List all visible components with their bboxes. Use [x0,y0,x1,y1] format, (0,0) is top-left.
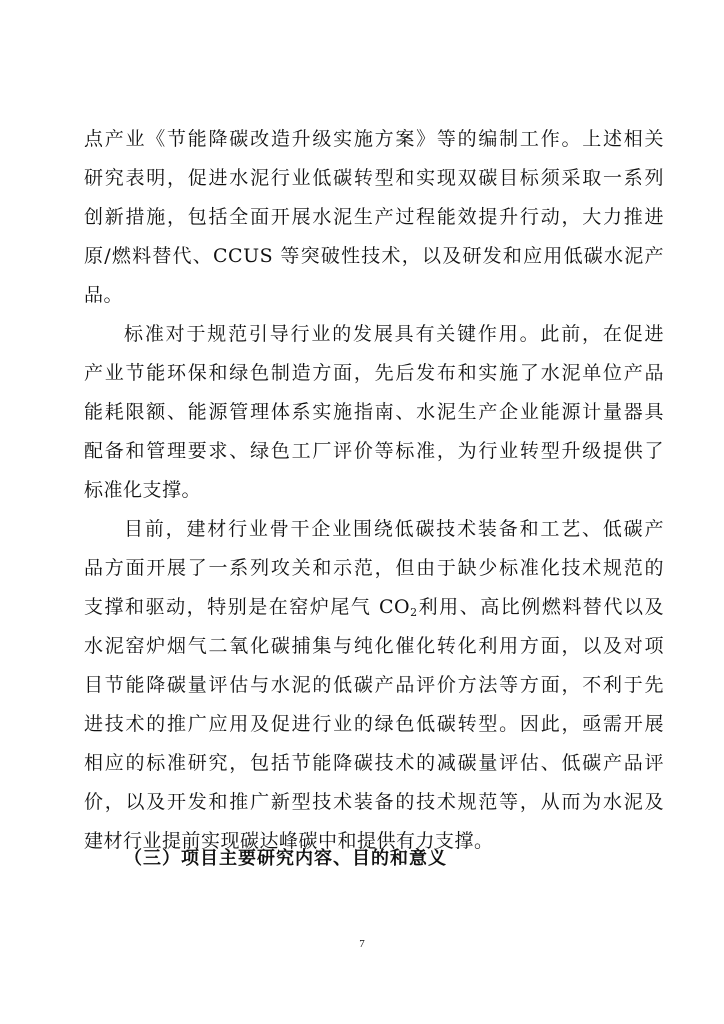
subscript-2: 2 [410,606,418,619]
paragraph-line: 品。 [84,284,124,306]
paragraph-line: 水泥窑炉烟气二氧化碳捕集与纯化催化转化利用方面，以及对项 [84,635,664,657]
line-segment: 利用、高比例燃料替代以及 [417,596,664,618]
line-segment: 支撑和驱动，特别是在窑炉尾气 CO [84,596,411,618]
paragraph-line: 标准化支撑。 [84,479,202,501]
paragraph-line: 建材行业提前实现碳达峰碳中和提供有力支撑。 [84,830,494,852]
paragraph-line: 相应的标准研究，包括节能降碳技术的减碳量评估、低碳产品评 [84,752,664,774]
page-number: 7 [359,938,365,950]
paragraph-line: 目前，建材行业骨干企业围绕低碳技术装备和工艺、低碳产 [124,518,664,540]
paragraph-line: 目节能降碳量评估与水泥的低碳产品评价方法等方面，不利于先 [84,674,664,696]
paragraph-line: 品方面开展了一系列攻关和示范，但由于缺少标准化技术规范的 [84,557,664,579]
paragraph-line-with-subscript [84,595,664,619]
paragraph-line: 价，以及开发和推广新型技术装备的技术规范等，从而为水泥及 [84,791,664,813]
paragraph-line: 研究表明，促进水泥行业低碳转型和实现双碳目标须采取一系列 [84,167,664,189]
paragraph-line: 创新措施，包括全面开展水泥生产过程能效提升行动，大力推进 [84,206,664,228]
section-heading: （三）项目主要研究内容、目的和意义 [124,848,447,869]
paragraph-line: 配备和管理要求、绿色工厂评价等标准，为行业转型升级提供了 [84,440,664,462]
paragraph-line: 原/燃料替代、CCUS 等突破性技术，以及研发和应用低碳水泥产 [84,245,664,267]
paragraph-line: 点产业《节能降碳改造升级实施方案》等的编制工作。上述相关 [84,128,664,150]
paragraph-line: 进技术的推广应用及促进行业的绿色低碳转型。因此，亟需开展 [84,713,664,735]
paragraph-line: 能耗限额、能源管理体系实施指南、水泥生产企业能源计量器具 [84,401,664,423]
paragraph-line: 产业节能环保和绿色制造方面，先后发布和实施了水泥单位产品 [84,362,664,384]
paragraph-line: 标准对于规范引导行业的发展具有关键作用。此前，在促进 [124,323,664,345]
